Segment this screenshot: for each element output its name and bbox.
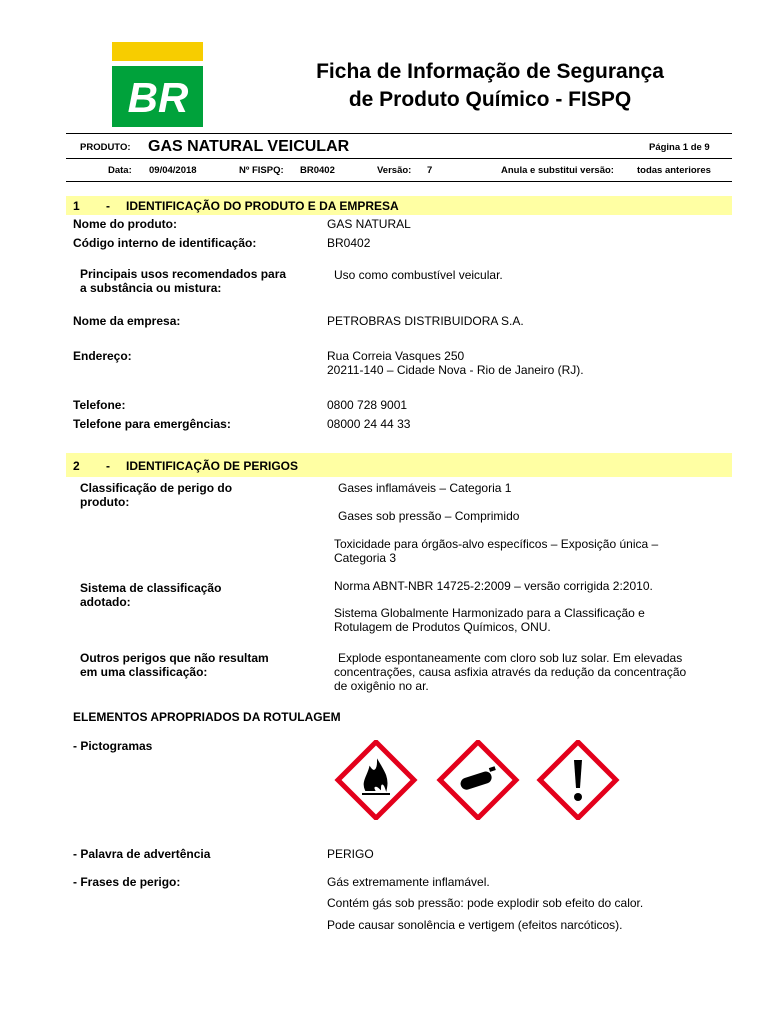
frase-1: Gás extremamente inflamável.	[327, 875, 490, 889]
empresa-label: Nome da empresa:	[73, 314, 181, 328]
data-label: Data:	[108, 165, 132, 176]
outros-line: Explode espontaneamente com cloro sob luz solar. Em elevadas	[338, 651, 683, 665]
palavra-label: - Palavra de advertência	[73, 847, 211, 861]
classificacao-2: Gases sob pressão – Comprimido	[338, 509, 520, 523]
page-indicator: Página 1 de 9	[649, 142, 710, 153]
sistema-label	[80, 581, 221, 609]
classificacao-label-line: Classificação de perigo do	[80, 481, 233, 495]
frase-3: Pode causar sonolência e vertigem (efeitos narcóticos).	[327, 918, 623, 932]
section-2-header	[66, 453, 732, 477]
section-title: IDENTIFICAÇÃO DE PERIGOS	[126, 459, 299, 473]
sistema-2-line: Rotulagem de Produtos Químicos, ONU.	[334, 620, 551, 634]
classificacao-3-line: Categoria 3	[334, 551, 397, 565]
anula-label: Anula e substitui versão:	[501, 165, 614, 176]
produto-label: PRODUTO:	[80, 142, 131, 153]
br-logo	[112, 66, 203, 127]
fispq-value: BR0402	[300, 165, 335, 176]
emergencia-label: Telefone para emergências:	[73, 417, 231, 431]
empresa-value: PETROBRAS DISTRIBUIDORA S.A.	[327, 314, 524, 328]
anula-value: todas anteriores	[637, 165, 711, 176]
fispq-label: Nº FISPQ:	[239, 165, 284, 176]
sistema-1: Norma ABNT-NBR 14725-2:2009 – versão corrigida 2:2010.	[334, 579, 653, 593]
classificacao-label	[80, 481, 232, 509]
versao-label: Versão:	[377, 165, 412, 176]
sistema-label-line: Sistema de classificação	[80, 581, 222, 595]
title-line-1: Ficha de Informação de Segurança	[316, 60, 664, 83]
divider	[66, 181, 732, 182]
telefone-value: 0800 728 9001	[327, 398, 408, 412]
frase-2: Contém gás sob pressão: pode explodir sob efeito do calor.	[327, 896, 644, 910]
section-number: 2	[73, 459, 80, 473]
sistema-2	[334, 606, 645, 634]
endereco-label: Endereço:	[73, 349, 132, 363]
usos-value: Uso como combustível veicular.	[334, 268, 503, 282]
data-value: 09/04/2018	[149, 165, 197, 176]
section-dash: -	[106, 199, 110, 213]
endereco-line: 20211-140 – Cidade Nova - Rio de Janeiro (RJ).	[327, 363, 584, 377]
divider	[66, 133, 732, 134]
classificacao-3-line: Toxicidade para órgãos-alvo específicos – Exposição única –	[334, 537, 659, 551]
elementos-title: ELEMENTOS APROPRIADOS DA ROTULAGEM	[73, 710, 341, 724]
frases-label: - Frases de perigo:	[73, 875, 181, 889]
section-dash: -	[106, 459, 110, 473]
nome-produto-value: GAS NATURAL	[327, 217, 411, 231]
gas-cylinder-icon	[440, 742, 516, 818]
usos-label	[80, 267, 286, 295]
outros-label-line: em uma classificação:	[80, 665, 208, 679]
sistema-label-line: adotado:	[80, 595, 131, 609]
outros-value	[334, 651, 686, 693]
endereco-value	[327, 349, 584, 377]
pictogramas-label: - Pictogramas	[73, 739, 153, 753]
nome-produto-label: Nome do produto:	[73, 217, 177, 231]
classificacao-3	[334, 537, 658, 565]
flame-icon	[338, 742, 414, 818]
outros-line: de oxigênio no ar.	[334, 679, 429, 693]
outros-label-line: Outros perigos que não resultam	[80, 651, 269, 665]
usos-label-line: a substância ou mistura:	[80, 281, 222, 295]
emergencia-value: 08000 24 44 33	[327, 417, 411, 431]
outros-line: concentrações, causa asfixia através da redução da concentração	[334, 665, 687, 679]
versao-value: 7	[427, 165, 433, 176]
ghs-pictograms	[328, 740, 628, 820]
document-title	[280, 58, 700, 114]
section-title: IDENTIFICAÇÃO DO PRODUTO E DA EMPRESA	[126, 199, 399, 213]
product-name: GAS NATURAL VEICULAR	[148, 138, 350, 155]
section-number: 1	[73, 199, 80, 213]
classificacao-1: Gases inflamáveis – Categoria 1	[338, 481, 512, 495]
exclamation-icon	[540, 742, 616, 818]
title-line-2: de Produto Químico - FISPQ	[348, 88, 632, 111]
palavra-value: PERIGO	[327, 847, 374, 861]
endereco-line: Rua Correia Vasques 250	[327, 349, 465, 363]
telefone-label: Telefone:	[73, 398, 126, 412]
outros-label	[80, 651, 269, 679]
classificacao-label-line: produto:	[80, 495, 130, 509]
logo-text: BR	[127, 74, 189, 121]
sistema-2-line: Sistema Globalmente Harmonizado para a Classificação e	[334, 606, 645, 620]
codigo-value: BR0402	[327, 236, 371, 250]
codigo-label: Código interno de identificação:	[73, 236, 257, 250]
usos-label-line: Principais usos recomendados para	[80, 267, 287, 281]
section-1-header	[66, 196, 732, 215]
divider	[66, 158, 732, 159]
logo-yellow-bar	[112, 42, 203, 61]
